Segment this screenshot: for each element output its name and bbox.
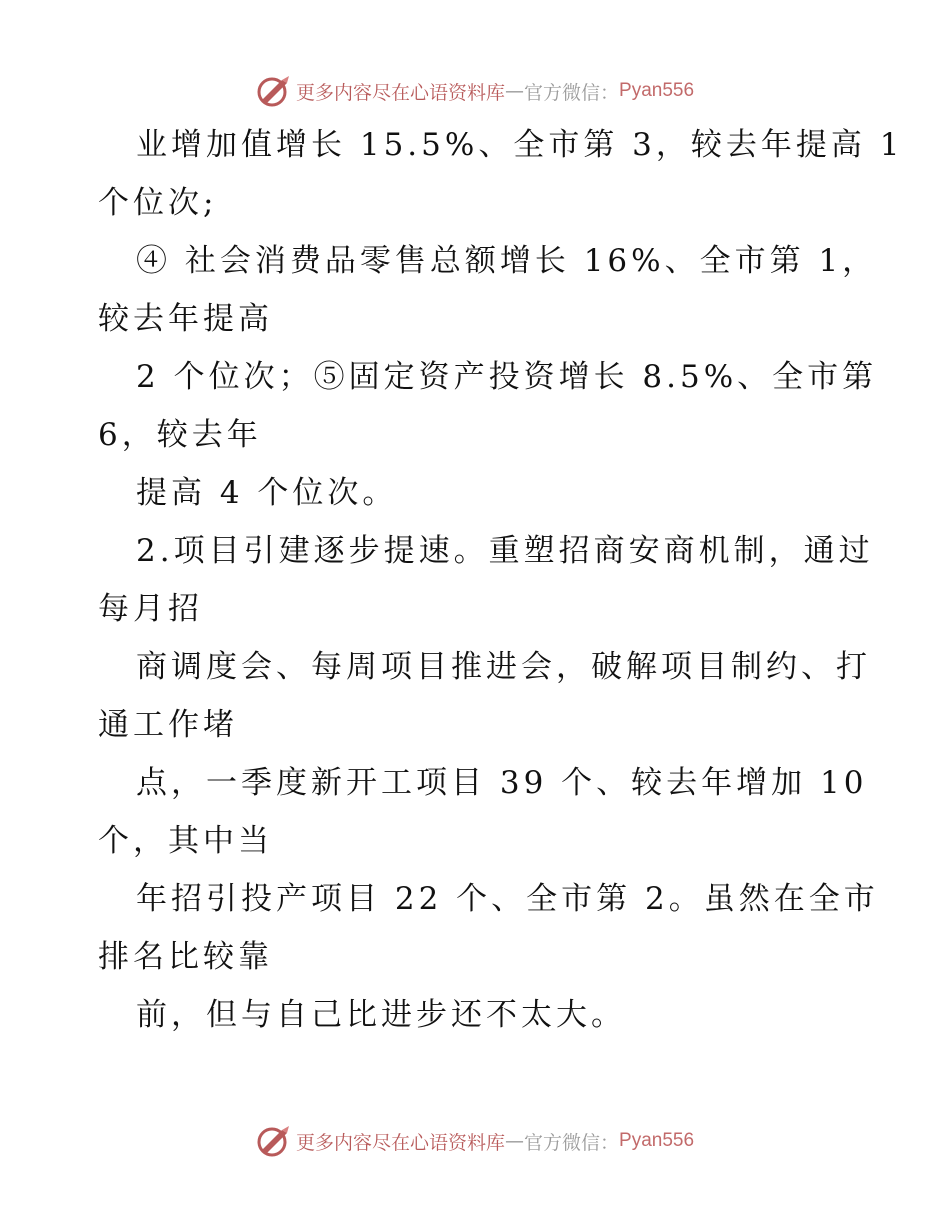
body-line-9: 每月招 (98, 591, 203, 627)
header-promo-text: 更多内容尽在心语资料库 (295, 81, 505, 104)
footer-promo-text: 更多内容尽在心语资料库 (295, 1131, 505, 1154)
body-line-6: 6，较去年 (98, 417, 262, 453)
footer-watermark (0, 1124, 950, 1158)
pen-logo-icon (256, 1124, 292, 1158)
header-wechat-handle: Pyan556 (619, 80, 695, 101)
body-line-14: 年招引投产项目 22 个、全市第 2。虽然在全市 (136, 881, 879, 917)
body-line-13: 个，其中当 (98, 823, 273, 859)
body-line-11: 通工作堵 (98, 707, 238, 743)
body-line-15: 排名比较靠 (98, 939, 273, 975)
body-line-5: 2 个位次；⑤固定资产投资增长 8.5%、全市第 (136, 359, 878, 395)
body-line-12: 点，一季度新开工项目 39 个、较去年增加 10 (136, 765, 868, 801)
body-line-1: 业增加值增长 15.5%、全市第 3，较去年提高 1 (136, 127, 904, 163)
body-line-2: 个位次; (98, 185, 218, 221)
footer-colon: ： (600, 1131, 620, 1154)
body-line-16: 前，但与自己比进步还不太大。 (136, 997, 626, 1033)
body-line-10: 商调度会、每周项目推进会，破解项目制约、打 (136, 649, 871, 685)
header-official-label: 官方微信 (523, 81, 600, 104)
footer-separator: — (504, 1130, 524, 1152)
body-line-8: 2.项目引建逐步提速。重塑招商安商机制，通过 (136, 533, 874, 569)
header-watermark (0, 74, 950, 108)
body-line-4: 较去年提高 (98, 301, 273, 337)
footer-official-label: 官方微信 (523, 1131, 600, 1154)
footer-wechat-handle: Pyan556 (619, 1130, 695, 1151)
body-line-7: 提高 4 个位次。 (136, 475, 398, 511)
header-colon: ： (600, 81, 620, 104)
pen-logo-icon (256, 74, 292, 108)
body-line-3: ④ 社会消费品零售总额增长 16%、全市第 1， (136, 243, 878, 279)
header-separator: — (504, 80, 524, 102)
